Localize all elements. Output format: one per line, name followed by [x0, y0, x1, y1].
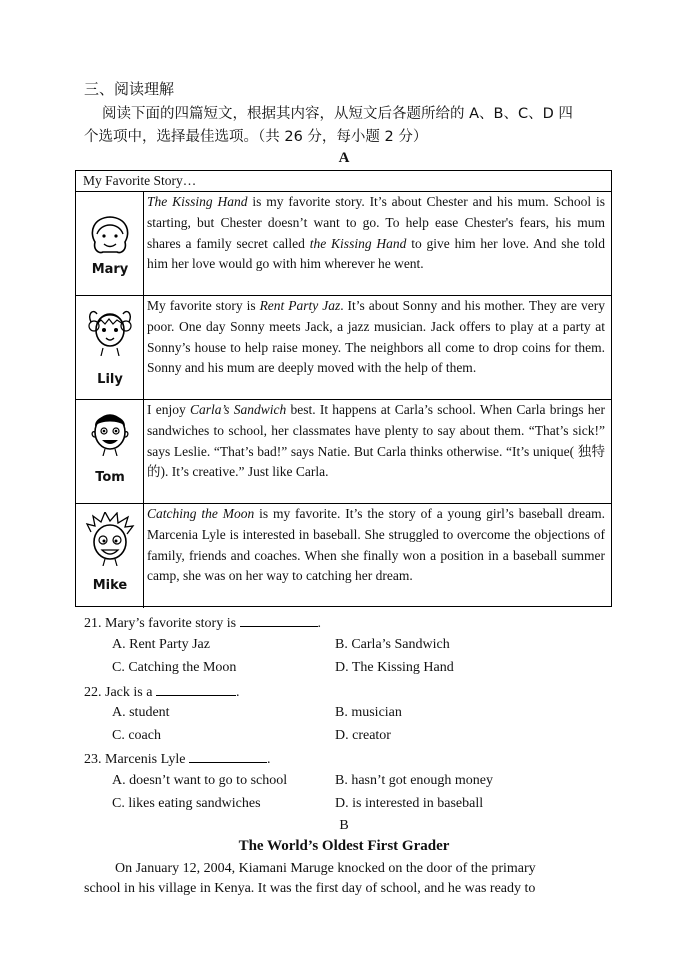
q23-option-b: B. hasn’t got enough money — [335, 773, 494, 788]
instruction-line-1: 阅读下面的四篇短文，根据其内容，从短文后各题所给的 A、B、C、D 四 — [102, 106, 573, 122]
avatar-mike — [76, 504, 144, 608]
q22-option-d: D. creator — [335, 728, 391, 743]
avatar-lily — [76, 296, 144, 399]
name-label: Tom — [95, 470, 125, 485]
answer-blank — [156, 683, 236, 696]
q23-option-a: A. doesn’t want to go to school — [112, 773, 288, 788]
story-text: I enjoy Carla’s Sandwich best. It happens at Carla’s school. When Carla brings her sandwiches to school, her classmates have plenty to say about them. “That’s sick!” says Leslie. “That’s bad!” says Natie. But Carla thinks otherwise. “It’s unique( 独特的). It’s creative.” Just like Carla. — [147, 402, 606, 480]
passage-b-label: B — [339, 818, 349, 833]
story-row-tom — [76, 400, 611, 504]
boy-face-icon — [87, 406, 133, 456]
girl-face-icon — [87, 212, 133, 260]
story-row-mary — [76, 192, 611, 296]
favorite-story-table — [75, 170, 612, 607]
q22-option-b: B. musician — [335, 705, 402, 720]
question-21: 21. Mary’s favorite story is . — [84, 616, 322, 631]
avatar-tom — [76, 400, 144, 503]
q21-option-a: A. Rent Party Jaz — [112, 637, 210, 652]
q22-option-c: C. coach — [112, 728, 161, 743]
answer-blank — [189, 750, 267, 763]
name-label: Mary — [91, 262, 129, 277]
girl-pigtails-icon — [87, 304, 133, 356]
story-text: My favorite story is Rent Party Jaz. It’s about Sonny and his mother. They are very poor. One day Sonny meets Jack, a jazz musician. Jack offers to play at a party at Sonny’s house to help raise money. The neighbors all come to drop coins for them. Sonny and his mum are deeply moved with the help of them. — [147, 298, 605, 376]
table-header: My Favorite Story… — [76, 171, 611, 192]
passage-b-title: The World’s Oldest First Grader — [238, 838, 450, 854]
q21-option-c: C. Catching the Moon — [112, 660, 237, 675]
q22-option-a: A. student — [112, 705, 170, 720]
name-label: Lily — [97, 372, 123, 387]
q23-option-c: C. likes eating sandwiches — [112, 796, 261, 811]
answer-blank — [240, 614, 318, 627]
story-row-mike — [76, 504, 611, 608]
passage-a-label: A — [338, 150, 350, 166]
story-row-lily — [76, 296, 611, 400]
q21-option-d: D. The Kissing Hand — [335, 660, 454, 675]
boy-spiky-hair-icon — [85, 512, 135, 566]
story-text: The Kissing Hand is my favorite story. It’s about Chester and his mum. School is starting, but Chester doesn’t want to go. To help ease Chester's fears, his mum shares a family secret called the Kissing Hand to give him her love. And she told him her love would go with him wherever he went. — [147, 194, 606, 272]
avatar-mary — [76, 192, 144, 295]
section-title: 三、阅读理解 — [84, 80, 175, 98]
passage-b-line-1: On January 12, 2004, Kiamani Maruge knocked on the door of the primary — [115, 861, 536, 876]
passage-b-line-2: school in his village in Kenya. It was the first day of school, and he was ready to — [84, 881, 536, 896]
story-text: Catching the Moon is my favorite. It’s the story of a young girl’s baseball dream. Marcenia Lyle is interested in baseball. She struggled to overcome the objections of family, friends and coaches. When she finally won a position in a baseball summer camp, she was on her way to catching her dream. — [147, 506, 605, 584]
q23-option-d: D. is interested in baseball — [335, 796, 484, 811]
question-22: 22. Jack is a . — [84, 685, 240, 700]
question-23: 23. Marcenis Lyle . — [84, 752, 271, 767]
instruction-line-2: 个选项中，选择最佳选项。（共 26 分，每小题 2 分） — [84, 129, 428, 145]
name-label: Mike — [92, 578, 128, 593]
q21-option-b: B. Carla’s Sandwich — [335, 637, 450, 652]
